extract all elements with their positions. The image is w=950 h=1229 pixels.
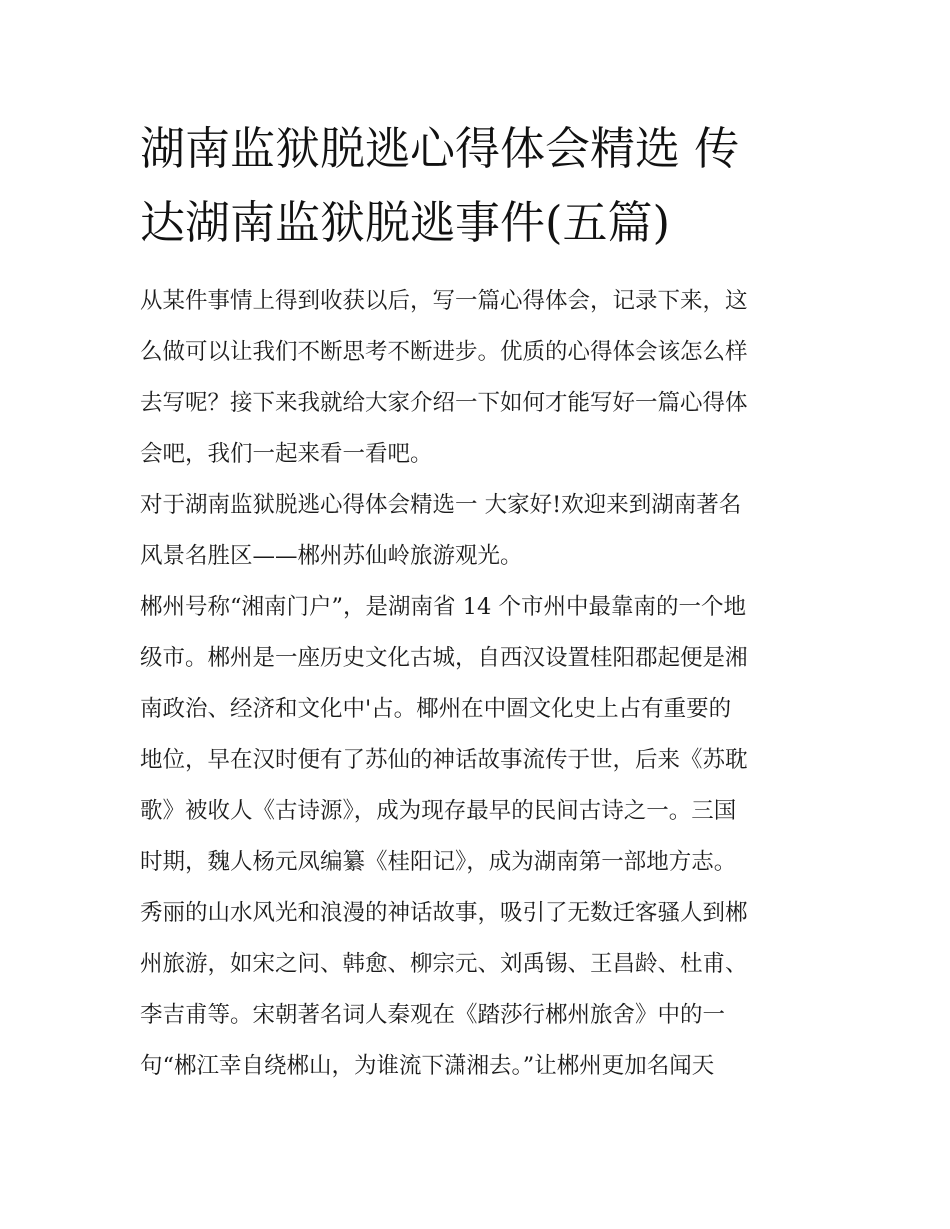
text-line: 秀丽的山水风光和浪漫的神话故事，吸引了无数迁客骚人到郴 [140, 900, 748, 926]
document-body [140, 276, 820, 1092]
text-line: 级市。郴州是一座历史文化古城，自西汉设置桂阳郡起便是湘 [140, 645, 748, 671]
text-line: 地位，早在汉时便有了苏仙的神话故事流传于世，后来《苏耽 [140, 747, 748, 773]
chenzhou-paragraph [140, 582, 820, 1092]
text-line: 句“郴江幸自绕郴山，为谁流下潇湘去。”让郴州更加名闻天 [140, 1053, 715, 1079]
intro-paragraph [140, 276, 820, 480]
text-line: 会吧，我们一起来看一看吧。 [140, 441, 433, 467]
text-line: 州旅游，如宋之问、韩愈、柳宗元、刘禹锡、王昌龄、杜甫、 [140, 951, 748, 977]
text-line: 时期，魏人杨元凤编纂《桂阳记》，成为湖南第一部地方志。 [140, 849, 737, 875]
text-line: 风景名胜区——郴州苏仙岭旅游观光。 [140, 543, 523, 569]
section-one-paragraph [140, 480, 820, 582]
text-line: 歌》被收人《古诗源》，成为现存最早的民间古诗之一。三国 [140, 798, 737, 824]
text-line: 么做可以让我们不断思考不断进步。优质的心得体会该怎么样 [140, 339, 748, 365]
text-line: 南政治、经济和文化中'占。椰州在中圄文化史上占有重要的 [140, 696, 732, 722]
document-title [140, 112, 820, 260]
text-line: 郴州号称“湘南门户”，是湖南省 14 个市州中最靠南的一个地 [140, 594, 746, 620]
text-line: 从某件事情上得到收获以后，写一篇心得体会，记录下来，这 [140, 288, 748, 314]
text-line: 李吉甫等。宋朝著名词人秦观在《踏莎行郴州旅舍》中的一 [140, 1002, 726, 1028]
text-line: 对于湖南监狱脱逃心得体会精选一 大家好!欢迎来到湖南著名 [140, 492, 742, 518]
title-line: 湖南监狱脱逃心得体会精选 传 [140, 122, 740, 175]
text-line: 去写呢？接下来我就给大家介绍一下如何才能写好一篇心得体 [140, 390, 748, 416]
title-line: 达湖南监狱脱逃事件(五篇) [140, 196, 671, 249]
